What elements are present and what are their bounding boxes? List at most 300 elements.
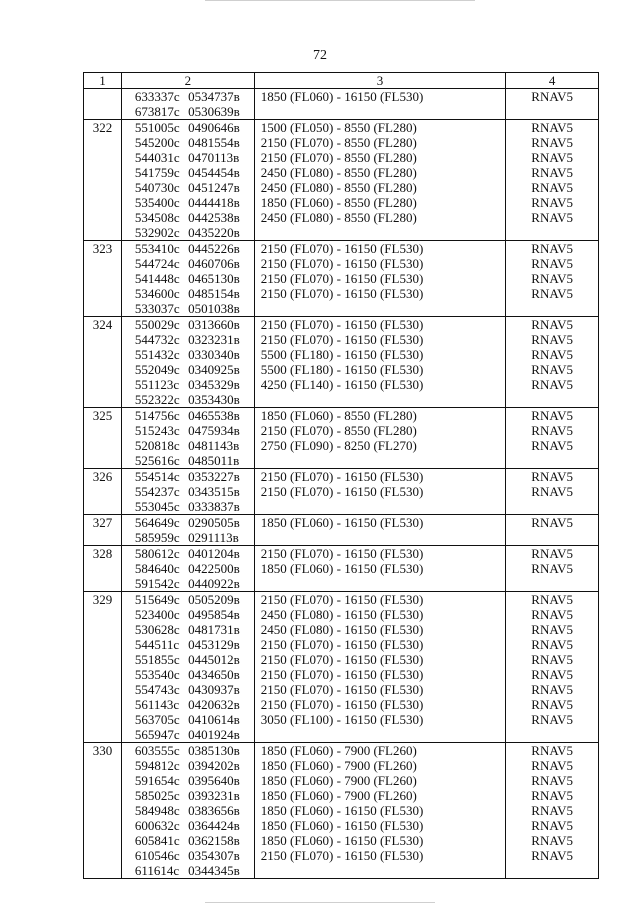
longitude: 0440922в	[188, 576, 240, 591]
coordinates-cell	[121, 317, 254, 408]
latitude: 591542с	[134, 576, 180, 591]
column-header-2: 2	[121, 73, 254, 89]
altitude-range: 1850 (FL060) - 16150 (FL530)	[260, 515, 424, 530]
latitude: 515649с	[134, 592, 180, 607]
table-row	[84, 120, 599, 241]
coordinate-line	[122, 104, 254, 119]
route-number: 329	[92, 592, 113, 607]
route-number-cell	[84, 317, 122, 408]
altitude-range: 2450 (FL080) - 8550 (FL280)	[260, 180, 417, 195]
table-row	[84, 592, 599, 743]
route-number-cell	[84, 515, 122, 546]
coordinate-line	[122, 180, 254, 195]
route-number-cell	[84, 592, 122, 743]
navigation-spec-cell	[506, 515, 599, 546]
altitude-range: 2150 (FL070) - 16150 (FL530)	[260, 592, 424, 607]
altitude-range: 1850 (FL060) - 16150 (FL530)	[260, 561, 424, 576]
coordinate-line	[122, 697, 254, 712]
latitude: 554743с	[134, 682, 180, 697]
altitude-range: 2150 (FL070) - 16150 (FL530)	[260, 484, 424, 499]
navigation-spec: RNAV5	[531, 180, 573, 195]
coordinate-line	[122, 135, 254, 150]
route-number: 327	[92, 515, 113, 530]
coordinates-cell	[121, 515, 254, 546]
longitude: 0501038в	[188, 301, 240, 316]
navigation-spec: RNAV5	[531, 195, 573, 210]
coordinate-line	[122, 484, 254, 499]
coordinates-cell	[121, 469, 254, 515]
coordinates-cell	[121, 89, 254, 120]
longitude: 0422500в	[188, 561, 240, 576]
coordinate-line	[122, 347, 254, 362]
table-row	[84, 743, 599, 879]
longitude: 0445012в	[188, 652, 240, 667]
column-header-4: 4	[506, 73, 599, 89]
navigation-spec: RNAV5	[531, 241, 573, 256]
longitude: 0343515в	[188, 484, 240, 499]
latitude: 584640с	[134, 561, 180, 576]
longitude: 0330340в	[188, 347, 240, 362]
coordinate-line	[122, 622, 254, 637]
coordinate-line	[122, 652, 254, 667]
altitude-range: 2150 (FL070) - 16150 (FL530)	[260, 637, 424, 652]
coordinate-line	[122, 848, 254, 863]
longitude: 0485011в	[188, 453, 240, 468]
coordinate-line	[122, 863, 254, 878]
coordinate-line	[122, 120, 254, 135]
longitude: 0454454в	[188, 165, 240, 180]
navigation-spec: RNAV5	[531, 332, 573, 347]
altitude-range: 1500 (FL050) - 8550 (FL280)	[260, 120, 417, 135]
navigation-spec-cell	[506, 89, 599, 120]
altitude-range: 1850 (FL060) - 16150 (FL530)	[260, 833, 424, 848]
longitude: 0445226в	[188, 241, 240, 256]
latitude: 591654с	[134, 773, 180, 788]
latitude: 515243с	[134, 423, 180, 438]
navigation-spec: RNAV5	[531, 743, 573, 758]
coordinate-line	[122, 607, 254, 622]
coordinate-line	[122, 561, 254, 576]
altitude-range: 1850 (FL060) - 7900 (FL260)	[260, 743, 417, 758]
coordinate-line	[122, 788, 254, 803]
navigation-spec: RNAV5	[531, 561, 573, 576]
altitude-range-cell	[254, 89, 505, 120]
latitude: 594812с	[134, 758, 180, 773]
longitude: 0333837в	[188, 499, 240, 514]
navigation-spec: RNAV5	[531, 758, 573, 773]
coordinates-cell	[121, 120, 254, 241]
longitude: 0505209в	[188, 592, 240, 607]
table-row	[84, 546, 599, 592]
coordinate-line	[122, 362, 254, 377]
table-row	[84, 241, 599, 317]
latitude: 552322с	[134, 392, 180, 407]
coordinate-line	[122, 592, 254, 607]
altitude-range: 2150 (FL070) - 16150 (FL530)	[260, 332, 424, 347]
altitude-range: 1850 (FL060) - 16150 (FL530)	[260, 803, 424, 818]
coordinate-line	[122, 469, 254, 484]
navigation-spec: RNAV5	[531, 788, 573, 803]
longitude: 0401924в	[188, 727, 240, 742]
longitude: 0401204в	[188, 546, 240, 561]
altitude-range-cell	[254, 241, 505, 317]
longitude: 0444418в	[188, 195, 240, 210]
coordinate-line	[122, 332, 254, 347]
route-number: 330	[92, 743, 113, 758]
longitude: 0453129в	[188, 637, 240, 652]
altitude-range: 2150 (FL070) - 16150 (FL530)	[260, 256, 424, 271]
latitude: 561143с	[134, 697, 180, 712]
altitude-range-cell	[254, 515, 505, 546]
coordinate-line	[122, 89, 254, 104]
latitude: 541759с	[134, 165, 180, 180]
route-number: 326	[92, 469, 113, 484]
navigation-spec: RNAV5	[531, 347, 573, 362]
navigation-spec: RNAV5	[531, 438, 573, 453]
longitude: 0385130в	[188, 743, 240, 758]
longitude: 0460706в	[188, 256, 240, 271]
altitude-range: 1850 (FL060) - 8550 (FL280)	[260, 195, 417, 210]
navigation-spec: RNAV5	[531, 697, 573, 712]
navigation-spec: RNAV5	[531, 622, 573, 637]
altitude-range: 2750 (FL090) - 8250 (FL270)	[260, 438, 417, 453]
coordinate-line	[122, 165, 254, 180]
latitude: 533037с	[134, 301, 180, 316]
route-number	[84, 89, 121, 104]
longitude: 0353227в	[188, 469, 240, 484]
altitude-range: 2150 (FL070) - 16150 (FL530)	[260, 697, 424, 712]
coordinates-cell	[121, 241, 254, 317]
longitude: 0430937в	[188, 682, 240, 697]
coordinate-line	[122, 743, 254, 758]
latitude: 673817с	[134, 104, 180, 119]
latitude: 534508с	[134, 210, 180, 225]
latitude: 540730с	[134, 180, 180, 195]
coordinate-line	[122, 727, 254, 742]
altitude-range-cell	[254, 120, 505, 241]
longitude: 0353430в	[188, 392, 240, 407]
coordinate-line	[122, 241, 254, 256]
longitude: 0485154в	[188, 286, 240, 301]
longitude: 0465130в	[188, 271, 240, 286]
navigation-spec-cell	[506, 743, 599, 879]
latitude: 544724с	[134, 256, 180, 271]
altitude-range: 1850 (FL060) - 16150 (FL530)	[260, 89, 424, 104]
longitude: 0434650в	[188, 667, 240, 682]
coordinate-line	[122, 271, 254, 286]
route-table	[83, 72, 599, 879]
latitude: 530628с	[134, 622, 180, 637]
navigation-spec: RNAV5	[531, 637, 573, 652]
coordinate-line	[122, 150, 254, 165]
latitude: 551123с	[134, 377, 180, 392]
coordinate-line	[122, 803, 254, 818]
latitude: 532902с	[134, 225, 180, 240]
coordinate-line	[122, 667, 254, 682]
latitude: 550029с	[134, 317, 180, 332]
latitude: 551432с	[134, 347, 180, 362]
latitude: 584948с	[134, 803, 180, 818]
altitude-range-cell	[254, 408, 505, 469]
navigation-spec: RNAV5	[531, 135, 573, 150]
longitude: 0420632в	[188, 697, 240, 712]
latitude: 552049с	[134, 362, 180, 377]
altitude-range: 2150 (FL070) - 16150 (FL530)	[260, 317, 424, 332]
coordinate-line	[122, 712, 254, 727]
route-number: 324	[92, 317, 113, 332]
navigation-spec: RNAV5	[531, 803, 573, 818]
latitude: 554237с	[134, 484, 180, 499]
navigation-spec-cell	[506, 469, 599, 515]
altitude-range: 2150 (FL070) - 16150 (FL530)	[260, 682, 424, 697]
navigation-spec: RNAV5	[531, 317, 573, 332]
navigation-spec: RNAV5	[531, 682, 573, 697]
navigation-spec: RNAV5	[531, 423, 573, 438]
navigation-spec: RNAV5	[531, 377, 573, 392]
altitude-range-cell	[254, 317, 505, 408]
latitude: 553410с	[134, 241, 180, 256]
coordinate-line	[122, 453, 254, 468]
navigation-spec: RNAV5	[531, 271, 573, 286]
longitude: 0451247в	[188, 180, 240, 195]
altitude-range: 2450 (FL080) - 8550 (FL280)	[260, 210, 417, 225]
coordinates-cell	[121, 408, 254, 469]
longitude: 0393231в	[188, 788, 240, 803]
navigation-spec: RNAV5	[531, 515, 573, 530]
latitude: 580612с	[134, 546, 180, 561]
latitude: 564649с	[134, 515, 180, 530]
navigation-spec: RNAV5	[531, 592, 573, 607]
table-row	[84, 408, 599, 469]
latitude: 563705с	[134, 712, 180, 727]
navigation-spec: RNAV5	[531, 286, 573, 301]
coordinate-line	[122, 773, 254, 788]
navigation-spec: RNAV5	[531, 150, 573, 165]
navigation-spec: RNAV5	[531, 256, 573, 271]
altitude-range: 5500 (FL180) - 16150 (FL530)	[260, 347, 424, 362]
altitude-range: 2150 (FL070) - 8550 (FL280)	[260, 150, 417, 165]
latitude: 523400с	[134, 607, 180, 622]
altitude-range: 2450 (FL080) - 16150 (FL530)	[260, 607, 424, 622]
latitude: 600632с	[134, 818, 180, 833]
navigation-spec: RNAV5	[531, 469, 573, 484]
navigation-spec: RNAV5	[531, 667, 573, 682]
altitude-range: 2150 (FL070) - 16150 (FL530)	[260, 652, 424, 667]
longitude: 0323231в	[188, 332, 240, 347]
longitude: 0481143в	[188, 438, 240, 453]
altitude-range: 2150 (FL070) - 16150 (FL530)	[260, 241, 424, 256]
altitude-range: 2150 (FL070) - 8550 (FL280)	[260, 423, 417, 438]
navigation-spec: RNAV5	[531, 210, 573, 225]
coordinate-line	[122, 530, 254, 545]
longitude: 0344345в	[188, 863, 240, 878]
coordinate-line	[122, 515, 254, 530]
altitude-range: 1850 (FL060) - 7900 (FL260)	[260, 788, 417, 803]
latitude: 544031с	[134, 150, 180, 165]
altitude-range: 2450 (FL080) - 16150 (FL530)	[260, 622, 424, 637]
coordinate-line	[122, 499, 254, 514]
longitude: 0394202в	[188, 758, 240, 773]
longitude: 0530639в	[188, 104, 240, 119]
column-header-1: 1	[84, 73, 122, 89]
route-number-cell	[84, 89, 122, 120]
coordinate-line	[122, 423, 254, 438]
coordinate-line	[122, 408, 254, 423]
longitude: 0345329в	[188, 377, 240, 392]
column-header-3: 3	[254, 73, 505, 89]
longitude: 0534737в	[188, 89, 240, 104]
longitude: 0290505в	[188, 515, 240, 530]
coordinate-line	[122, 833, 254, 848]
route-table-body	[84, 89, 599, 879]
table-row	[84, 317, 599, 408]
altitude-range: 2150 (FL070) - 16150 (FL530)	[260, 271, 424, 286]
coordinates-cell	[121, 592, 254, 743]
longitude: 0475934в	[188, 423, 240, 438]
route-number-cell	[84, 120, 122, 241]
coordinate-line	[122, 818, 254, 833]
altitude-range: 2450 (FL080) - 8550 (FL280)	[260, 165, 417, 180]
altitude-range-cell	[254, 546, 505, 592]
latitude: 633337с	[134, 89, 180, 104]
latitude: 585959с	[134, 530, 180, 545]
longitude: 0364424в	[188, 818, 240, 833]
route-number-cell	[84, 241, 122, 317]
altitude-range: 1850 (FL060) - 7900 (FL260)	[260, 773, 417, 788]
longitude: 0470113в	[188, 150, 240, 165]
navigation-spec-cell	[506, 408, 599, 469]
latitude: 520818с	[134, 438, 180, 453]
latitude: 605841с	[134, 833, 180, 848]
longitude: 0340925в	[188, 362, 240, 377]
coordinate-line	[122, 377, 254, 392]
navigation-spec: RNAV5	[531, 818, 573, 833]
altitude-range: 5500 (FL180) - 16150 (FL530)	[260, 362, 424, 377]
navigation-spec: RNAV5	[531, 607, 573, 622]
coordinate-line	[122, 256, 254, 271]
longitude: 0354307в	[188, 848, 240, 863]
altitude-range: 2150 (FL070) - 8550 (FL280)	[260, 135, 417, 150]
longitude: 0490646в	[188, 120, 240, 135]
navigation-spec: RNAV5	[531, 712, 573, 727]
coordinate-line	[122, 317, 254, 332]
latitude: 551005с	[134, 120, 180, 135]
latitude: 553540с	[134, 667, 180, 682]
latitude: 541448с	[134, 271, 180, 286]
navigation-spec: RNAV5	[531, 484, 573, 499]
navigation-spec: RNAV5	[531, 89, 573, 104]
latitude: 585025с	[134, 788, 180, 803]
navigation-spec-cell	[506, 317, 599, 408]
table-row	[84, 515, 599, 546]
longitude: 0313660в	[188, 317, 240, 332]
route-number: 322	[92, 120, 113, 135]
top-divider	[205, 0, 475, 1]
longitude: 0442538в	[188, 210, 240, 225]
altitude-range: 2150 (FL070) - 16150 (FL530)	[260, 848, 424, 863]
longitude: 0481731в	[188, 622, 240, 637]
latitude: 545200с	[134, 135, 180, 150]
altitude-range: 1850 (FL060) - 16150 (FL530)	[260, 818, 424, 833]
coordinate-line	[122, 195, 254, 210]
coordinate-line	[122, 392, 254, 407]
route-number: 325	[92, 408, 113, 423]
table-row	[84, 89, 599, 120]
latitude: 554514с	[134, 469, 180, 484]
longitude: 0395640в	[188, 773, 240, 788]
navigation-spec: RNAV5	[531, 652, 573, 667]
coordinates-cell	[121, 546, 254, 592]
coordinates-cell	[121, 743, 254, 879]
altitude-range: 2150 (FL070) - 16150 (FL530)	[260, 546, 424, 561]
altitude-range: 2150 (FL070) - 16150 (FL530)	[260, 286, 424, 301]
altitude-range-cell	[254, 469, 505, 515]
navigation-spec: RNAV5	[531, 362, 573, 377]
longitude: 0383656в	[188, 803, 240, 818]
latitude: 611614с	[134, 863, 180, 878]
latitude: 514756с	[134, 408, 180, 423]
coordinate-line	[122, 301, 254, 316]
navigation-spec: RNAV5	[531, 546, 573, 561]
altitude-range: 2150 (FL070) - 16150 (FL530)	[260, 469, 424, 484]
longitude: 0410614в	[188, 712, 240, 727]
route-number-cell	[84, 408, 122, 469]
navigation-spec: RNAV5	[531, 165, 573, 180]
coordinate-line	[122, 576, 254, 591]
altitude-range: 1850 (FL060) - 8550 (FL280)	[260, 408, 417, 423]
coordinate-line	[122, 286, 254, 301]
navigation-spec: RNAV5	[531, 848, 573, 863]
altitude-range-cell	[254, 743, 505, 879]
navigation-spec: RNAV5	[531, 120, 573, 135]
latitude: 565947с	[134, 727, 180, 742]
longitude: 0291113в	[188, 530, 239, 545]
route-number-cell	[84, 546, 122, 592]
altitude-range: 3050 (FL100) - 16150 (FL530)	[260, 712, 424, 727]
altitude-range: 1850 (FL060) - 7900 (FL260)	[260, 758, 417, 773]
table-row	[84, 469, 599, 515]
navigation-spec-cell	[506, 241, 599, 317]
latitude: 553045с	[134, 499, 180, 514]
latitude: 544511с	[134, 637, 180, 652]
route-number-cell	[84, 469, 122, 515]
route-number: 328	[92, 546, 113, 561]
longitude: 0481554в	[188, 135, 240, 150]
route-number-cell	[84, 743, 122, 879]
navigation-spec: RNAV5	[531, 773, 573, 788]
latitude: 534600с	[134, 286, 180, 301]
navigation-spec: RNAV5	[531, 833, 573, 848]
coordinate-line	[122, 438, 254, 453]
latitude: 551855с	[134, 652, 180, 667]
longitude: 0435220в	[188, 225, 240, 240]
bottom-divider	[205, 902, 435, 903]
altitude-range: 2150 (FL070) - 16150 (FL530)	[260, 667, 424, 682]
longitude: 0465538в	[188, 408, 240, 423]
coordinate-line	[122, 758, 254, 773]
navigation-spec-cell	[506, 592, 599, 743]
altitude-range-cell	[254, 592, 505, 743]
longitude: 0362158в	[188, 833, 240, 848]
coordinate-line	[122, 225, 254, 240]
coordinate-line	[122, 210, 254, 225]
latitude: 610546с	[134, 848, 180, 863]
coordinate-line	[122, 682, 254, 697]
coordinate-line	[122, 637, 254, 652]
page-number: 72	[313, 48, 327, 63]
latitude: 603555с	[134, 743, 180, 758]
route-number: 323	[92, 241, 113, 256]
